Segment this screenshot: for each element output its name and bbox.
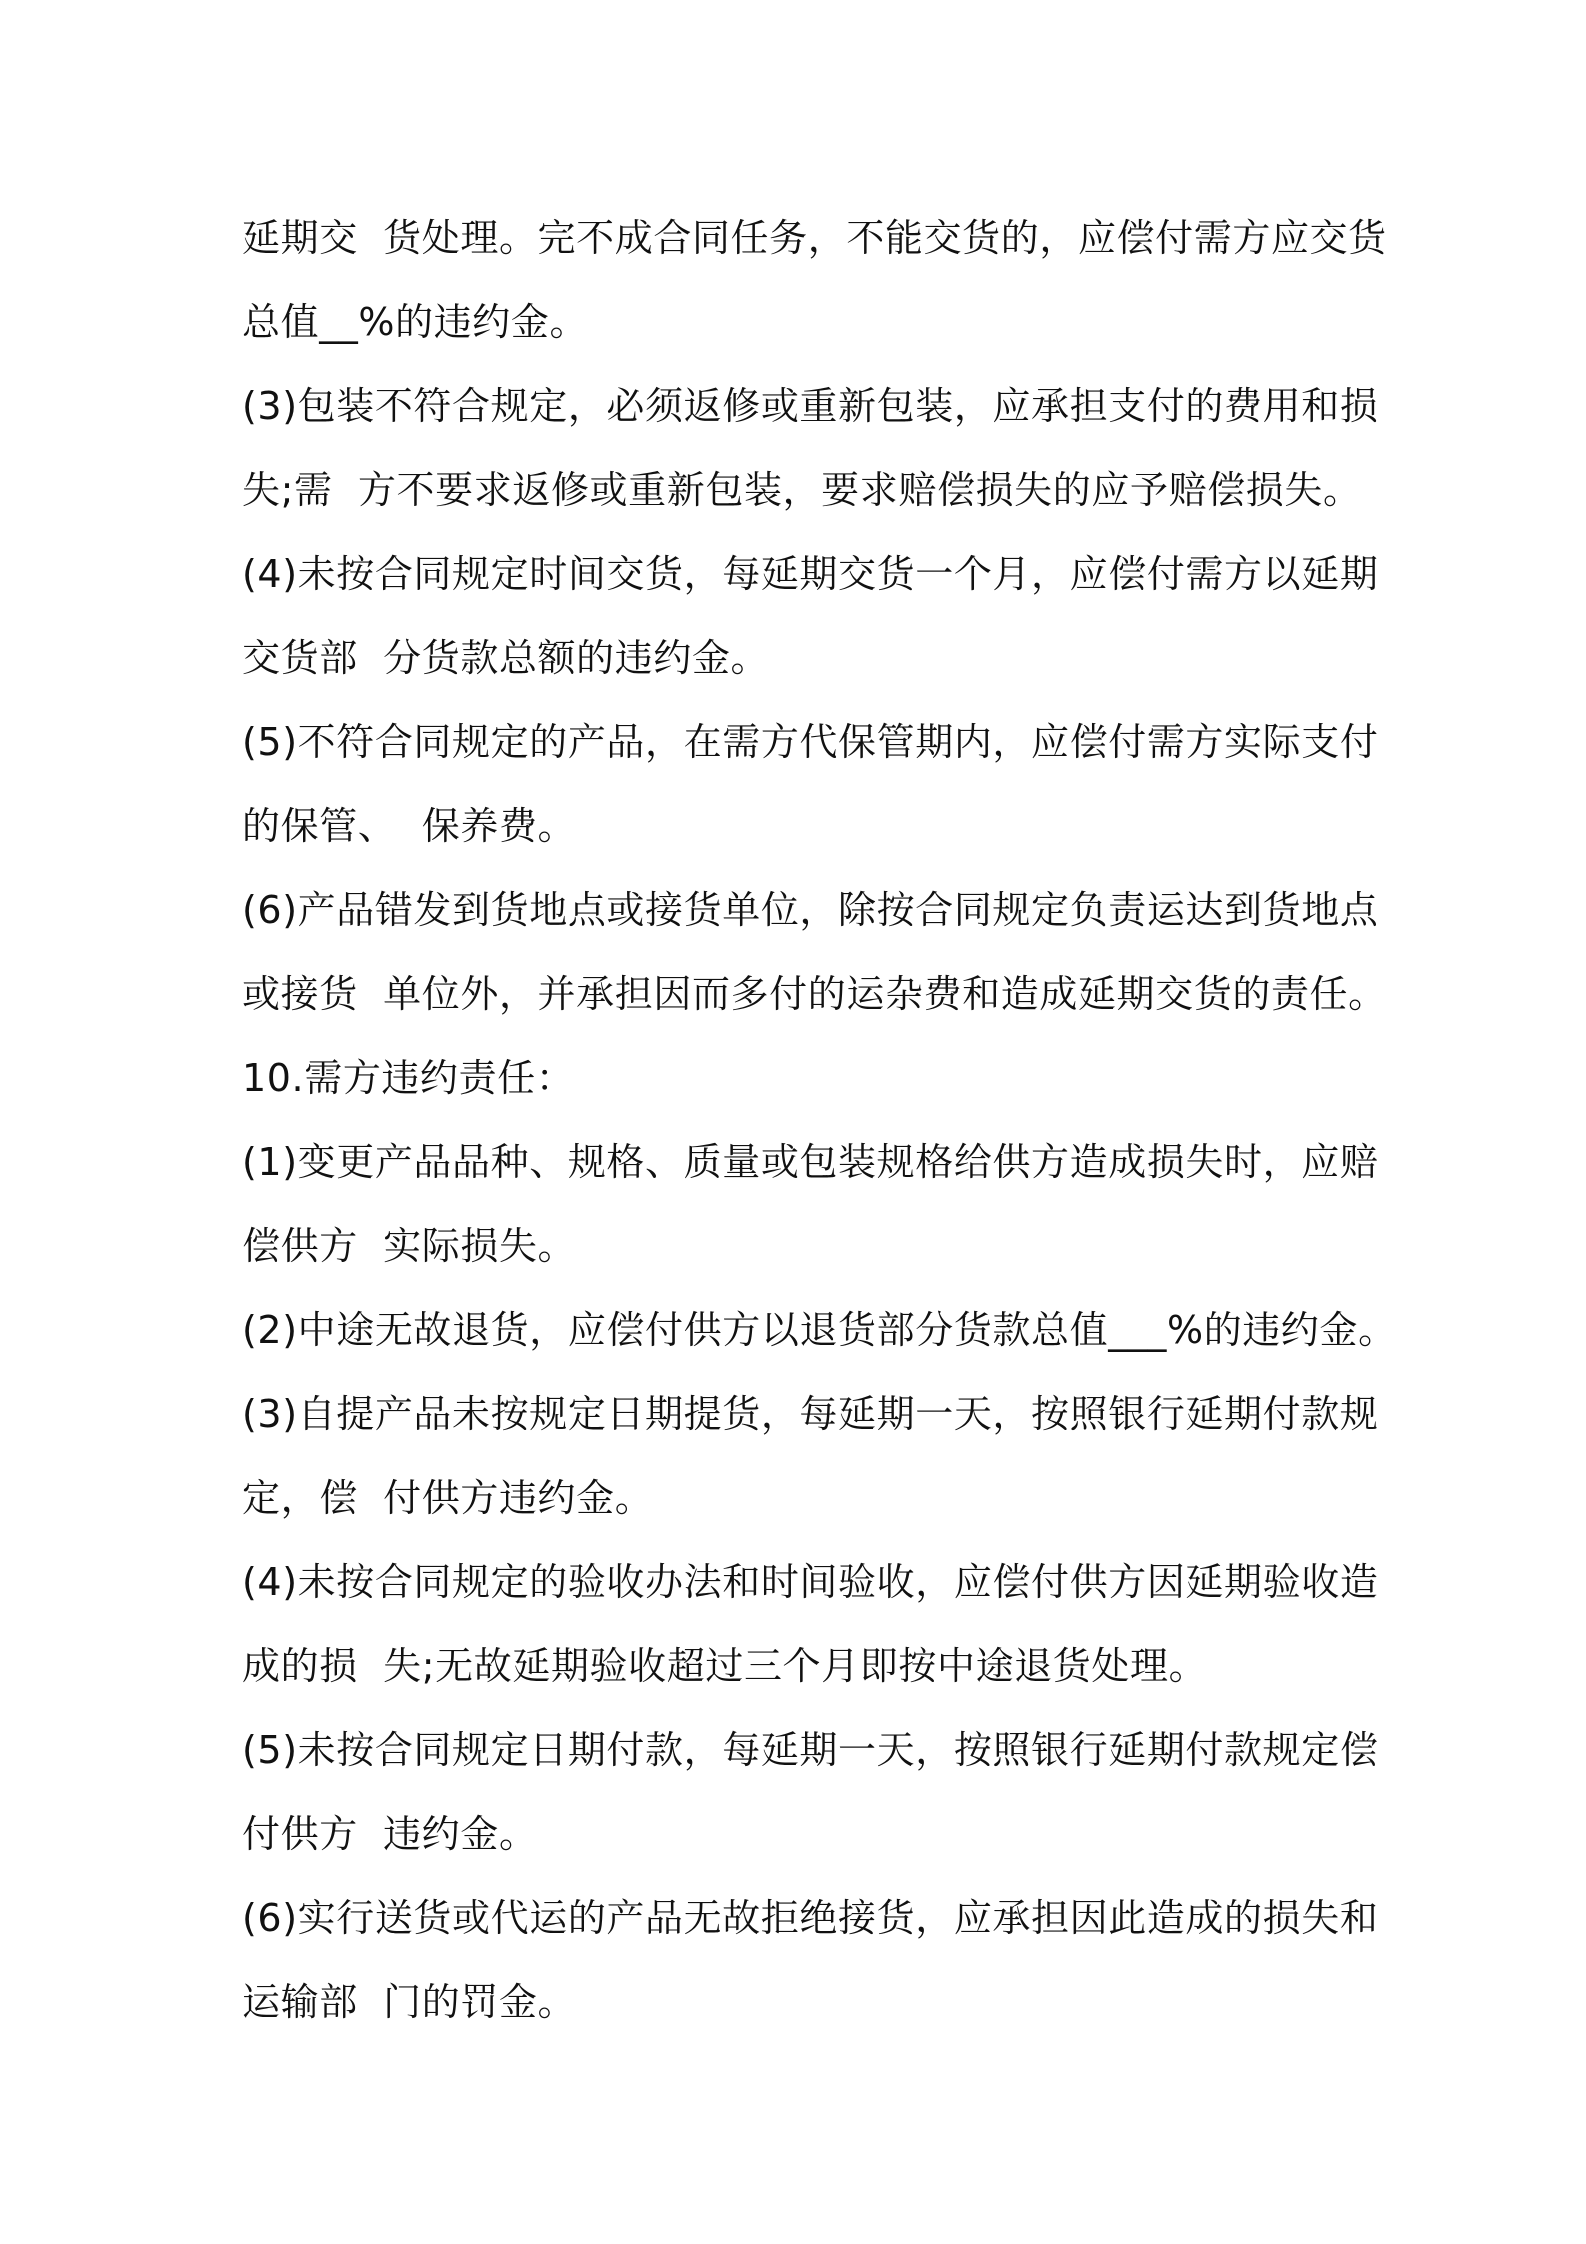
text-line: (5)未按合同规定日期付款，每延期一天，按照银行延期付款规定偿 (242, 1728, 1379, 1772)
text-line: 或接货 单位外，并承担因而多付的运杂费和造成延期交货的责任。 (242, 972, 1387, 1016)
text-line: (2)中途无故退货，应偿付供方以退货部分货款总值___%的违约金。 (242, 1308, 1397, 1352)
text-line: (3)自提产品未按规定日期提货，每延期一天，按照银行延期付款规 (242, 1392, 1379, 1436)
text-line: (4)未按合同规定的验收办法和时间验收，应偿付供方因延期验收造 (242, 1560, 1379, 1604)
section-heading: 10.需方违约责任： (242, 1056, 575, 1100)
text-line: 定，偿 付供方违约金。 (242, 1476, 654, 1520)
text-line: (5)不符合同规定的产品，在需方代保管期内，应偿付需方实际支付 (242, 720, 1379, 764)
text-line: (6)产品错发到货地点或接货单位，除按合同规定负责运达到货地点 (242, 888, 1379, 932)
text-line: 的保管、 保养费。 (242, 804, 577, 848)
text-line: 付供方 违约金。 (242, 1812, 538, 1856)
text-line: (4)未按合同规定时间交货，每延期交货一个月，应偿付需方以延期 (242, 552, 1379, 596)
document-body (242, 196, 1397, 2044)
text-line: 延期交 货处理。完不成合同任务，不能交货的，应偿付需方应交货 (242, 216, 1387, 260)
text-line: 交货部 分货款总额的违约金。 (242, 636, 770, 680)
text-line: (3)包装不符合规定，必须返修或重新包装，应承担支付的费用和损 (242, 384, 1379, 428)
text-line: 运输部 门的罚金。 (242, 1980, 577, 2024)
text-line: 偿供方 实际损失。 (242, 1224, 577, 1268)
text-line: 失;需 方不要求返修或重新包装，要求赔偿损失的应予赔偿损失。 (242, 468, 1362, 512)
text-line: (6)实行送货或代运的产品无故拒绝接货，应承担因此造成的损失和 (242, 1896, 1379, 1940)
text-line: 成的损 失;无故延期验收超过三个月即按中途退货处理。 (242, 1644, 1208, 1688)
text-line: 总值__%的违约金。 (242, 300, 589, 344)
text-line: (1)变更产品品种、规格、质量或包装规格给供方造成损失时，应赔 (242, 1140, 1379, 1184)
